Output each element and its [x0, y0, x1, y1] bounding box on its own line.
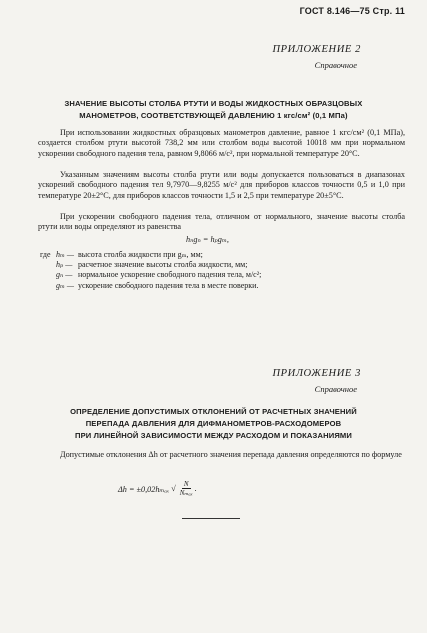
- equality-formula: hₙgₙ = hₚgₘ,: [186, 235, 229, 244]
- appendix3-heading: [22, 406, 405, 442]
- appendix2-title: ПРИЛОЖЕНИЕ 2: [272, 44, 361, 55]
- symbol-definitions: [40, 250, 405, 291]
- appendix2-paragraph1: При использовании жидкостных образцовых манометров давление, равное 1 кгс/см² (0,1 МПа), создается столбом ртути высотой 738,2 мм или столбом воды высотой 10018 мм при нормальном ускорении свободного падения тела, равном 9,8066 м/с², при нормальной температуре 20°С.: [38, 128, 405, 158]
- appendix2-paragraph3: При ускорении свободного падения тела, отличном от нормального, значение высоты столба ртути или воды определяют из равенства: [38, 212, 405, 232]
- definition-row: gₘ — ускорение свободного падения тела в месте поверки.: [56, 280, 259, 290]
- separator-rule: [182, 518, 240, 519]
- fraction-denominator: Nₘₐₓ: [179, 489, 193, 497]
- appendix3-subtitle: Справочное: [314, 384, 357, 394]
- definition-row: где hₘ — высота столба жидкости при gₘ, мм;: [40, 250, 203, 259]
- deviation-formula: Δh = ±0,02hₘₐₓ √ $\frac{N}{\text{Nₘₐₓ}}$ .: [118, 480, 197, 497]
- page-header-code: ГОСТ 8.146—75 Стр. 11: [299, 6, 405, 16]
- appendix3-heading-line3: ПРИ ЛИНЕЙНОЙ ЗАВИСИМОСТИ МЕЖДУ РАСХОДОМ И ПОКАЗАНИЯМИ: [74, 431, 353, 440]
- formula-fraction: [178, 480, 195, 497]
- appendix2-paragraph2: Указанным значениям высоты столба ртути или воды допускается пользоваться в диапазонах ускорений свободного падения тел 9,7970—9,8255 м/с² для приборов классов точности 0,5 и 1,0 при температуре 20±2°С, для приборов классов точности 1,5 и 2,5 при температуре 20±5°С.: [38, 170, 405, 200]
- appendix2-subtitle: Справочное: [314, 60, 357, 70]
- definition-row: gₙ — нормальное ускорение свободного падения тела, м/с²;: [56, 270, 262, 280]
- appendix2-heading-line2: МАНОМЕТРОВ, СООТВЕТСТВУЮЩЕЙ ДАВЛЕНИЮ 1 кгс/см² (0,1 МПа): [79, 111, 348, 120]
- sqrt-icon: √: [171, 484, 176, 493]
- appendix3-paragraph1: Допустимые отклонения Δh от расчетного значения перепада давления определяются по формуле: [60, 450, 402, 459]
- definition-row: hₚ — расчетное значение высоты столба жидкости, мм;: [56, 260, 248, 270]
- definitions-intro: где: [40, 250, 51, 259]
- fraction-numerator: N: [183, 480, 189, 488]
- appendix2-heading: [22, 98, 405, 122]
- appendix2-heading-line1: ЗНАЧЕНИЕ ВЫСОТЫ СТОЛБА РТУТИ И ВОДЫ ЖИДКОСТНЫХ ОБРАЗЦОВЫХ: [64, 99, 363, 108]
- appendix3-title: ПРИЛОЖЕНИЕ 3: [272, 368, 361, 379]
- appendix3-heading-line1: ОПРЕДЕЛЕНИЕ ДОПУСТИМЫХ ОТКЛОНЕНИЙ ОТ РАСЧЕТНЫХ ЗНАЧЕНИЙ: [70, 407, 357, 416]
- appendix3-heading-line2: ПЕРЕПАДА ДАВЛЕНИЯ ДЛЯ ДИФМАНОМЕТРОВ-РАСХОДОМЕРОВ: [85, 419, 342, 428]
- deviation-formula-left: Δh = ±0,02hₘₐₓ: [118, 484, 170, 494]
